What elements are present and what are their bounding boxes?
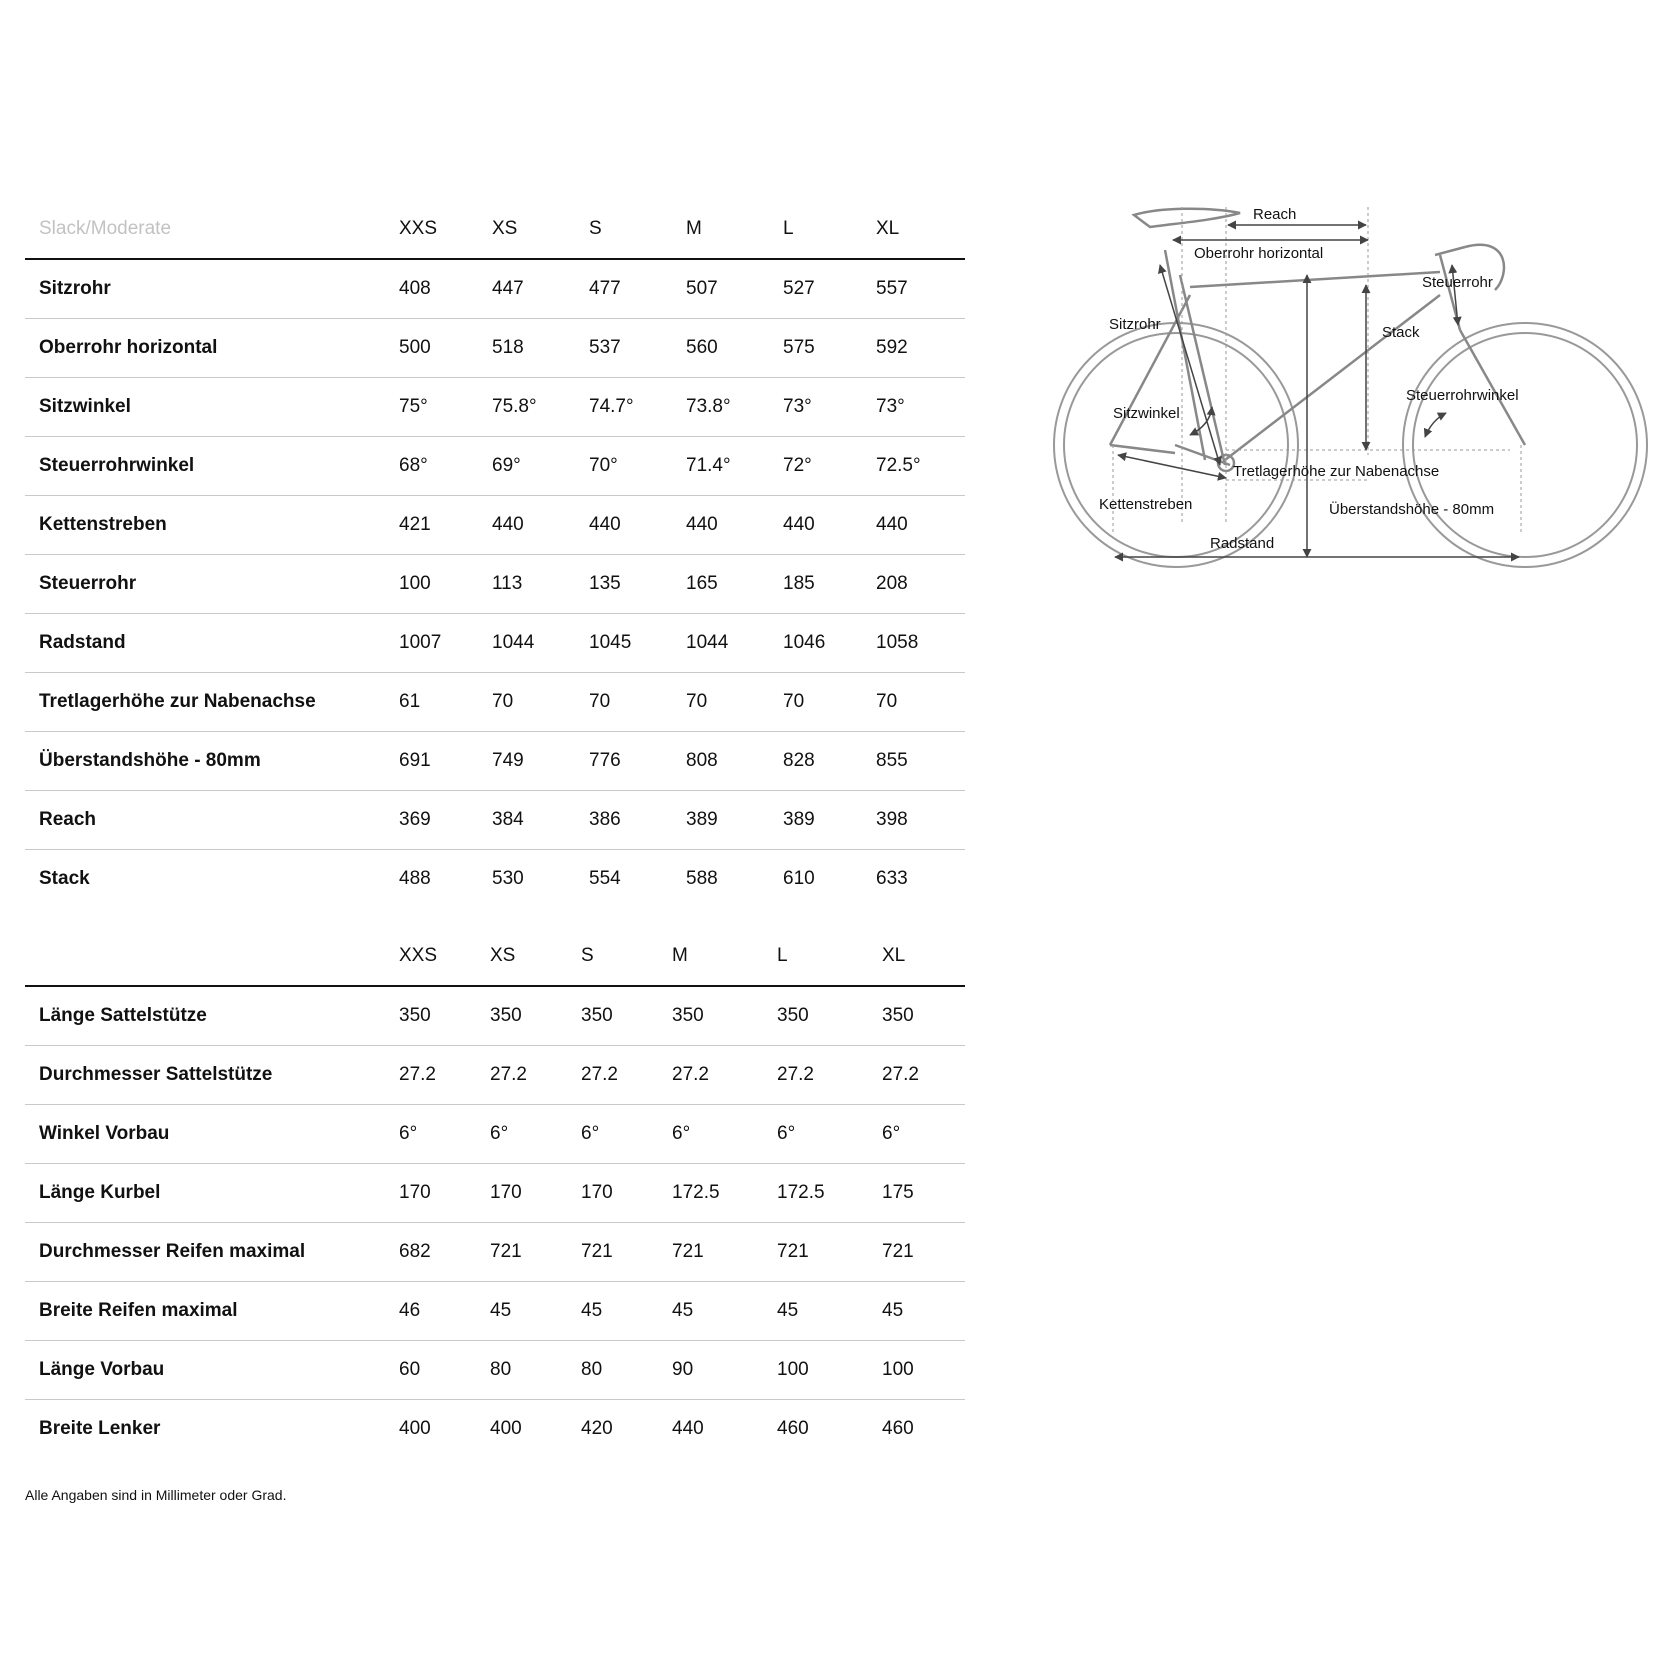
table-cell: 389 xyxy=(686,791,783,850)
table-row xyxy=(25,614,965,673)
table-cell: 721 xyxy=(672,1223,777,1282)
row-label: Sitzwinkel xyxy=(25,378,399,437)
table-cell: 776 xyxy=(589,732,686,791)
table-cell: 557 xyxy=(876,259,965,319)
table-cell: 45 xyxy=(882,1282,965,1341)
table-row xyxy=(25,1046,965,1105)
table-cell: 61 xyxy=(399,673,492,732)
table-cell: 45 xyxy=(672,1282,777,1341)
table-cell: 1046 xyxy=(783,614,876,673)
table-cell: 70° xyxy=(589,437,686,496)
row-label: Durchmesser Reifen maximal xyxy=(25,1223,399,1282)
table-row xyxy=(25,1223,965,1282)
table-cell: 100 xyxy=(399,555,492,614)
size-header: L xyxy=(783,200,876,259)
table-cell: 691 xyxy=(399,732,492,791)
table-cell: 27.2 xyxy=(490,1046,581,1105)
table-cell: 46 xyxy=(399,1282,490,1341)
table-row xyxy=(25,1341,965,1400)
bike-geometry-diagram xyxy=(1040,195,1660,575)
table-cell: 100 xyxy=(882,1341,965,1400)
table-cell: 350 xyxy=(882,986,965,1046)
table-cell: 1045 xyxy=(589,614,686,673)
table-cell: 749 xyxy=(492,732,589,791)
table-cell: 440 xyxy=(686,496,783,555)
table-cell: 170 xyxy=(490,1164,581,1223)
table-cell: 75° xyxy=(399,378,492,437)
label-sitzrohr: Sitzrohr xyxy=(1109,316,1161,333)
table-cell: 398 xyxy=(876,791,965,850)
geometry-table xyxy=(25,200,965,908)
table-cell: 560 xyxy=(686,319,783,378)
table-cell: 172.5 xyxy=(672,1164,777,1223)
table-cell: 70 xyxy=(492,673,589,732)
table-cell: 440 xyxy=(783,496,876,555)
table-cell: 721 xyxy=(490,1223,581,1282)
table-cell: 73° xyxy=(783,378,876,437)
components-corner xyxy=(25,927,399,986)
table-cell: 27.2 xyxy=(882,1046,965,1105)
label-reach: Reach xyxy=(1253,206,1297,223)
table-cell: 721 xyxy=(777,1223,882,1282)
row-label: Oberrohr horizontal xyxy=(25,319,399,378)
label-steuerrohrwinkel: Steuerrohrwinkel xyxy=(1406,387,1519,404)
table-cell: 135 xyxy=(589,555,686,614)
size-header: XL xyxy=(882,927,965,986)
table-cell: 45 xyxy=(490,1282,581,1341)
table-row xyxy=(25,732,965,791)
table-cell: 72° xyxy=(783,437,876,496)
table-cell: 440 xyxy=(876,496,965,555)
table-cell: 808 xyxy=(686,732,783,791)
table-cell: 507 xyxy=(686,259,783,319)
label-kettenstreben: Kettenstreben xyxy=(1099,496,1193,513)
table-cell: 69° xyxy=(492,437,589,496)
table-row xyxy=(25,319,965,378)
components-table xyxy=(25,927,965,1458)
row-label: Überstandshöhe - 80mm xyxy=(25,732,399,791)
table-cell: 70 xyxy=(876,673,965,732)
label-oberrohr: Oberrohr horizontal xyxy=(1194,245,1324,262)
table-row xyxy=(25,791,965,850)
label-stack: Stack xyxy=(1382,324,1420,341)
table-cell: 70 xyxy=(589,673,686,732)
table-row xyxy=(25,555,965,614)
table-cell: 440 xyxy=(492,496,589,555)
row-label: Tretlagerhöhe zur Nabenachse xyxy=(25,673,399,732)
label-tretlager: Tretlagerhöhe zur Nabenachse xyxy=(1233,463,1440,480)
size-header: S xyxy=(581,927,672,986)
row-label: Breite Lenker xyxy=(39,1418,161,1439)
table-cell: 460 xyxy=(777,1418,809,1439)
table-cell: 170 xyxy=(399,1164,490,1223)
table-cell: 530 xyxy=(492,868,524,889)
row-label: Länge Sattelstütze xyxy=(25,986,399,1046)
table-cell: 477 xyxy=(589,259,686,319)
size-header: XL xyxy=(876,200,965,259)
table-cell: 80 xyxy=(490,1341,581,1400)
row-label: Winkel Vorbau xyxy=(25,1105,399,1164)
size-header: M xyxy=(672,927,777,986)
table-cell: 27.2 xyxy=(672,1046,777,1105)
table-cell: 185 xyxy=(783,555,876,614)
table-row xyxy=(25,850,965,909)
table-cell: 72.5° xyxy=(876,437,965,496)
table-cell: 350 xyxy=(672,986,777,1046)
size-header: XS xyxy=(490,927,581,986)
table-cell: 350 xyxy=(777,986,882,1046)
table-cell: 60 xyxy=(399,1341,490,1400)
row-label: Kettenstreben xyxy=(25,496,399,555)
row-label: Länge Kurbel xyxy=(25,1164,399,1223)
table-cell: 400 xyxy=(490,1418,522,1439)
table-cell: 440 xyxy=(672,1418,704,1439)
table-cell: 27.2 xyxy=(581,1046,672,1105)
row-label: Reach xyxy=(25,791,399,850)
table-cell: 74.7° xyxy=(589,378,686,437)
row-label: Durchmesser Sattelstütze xyxy=(25,1046,399,1105)
table-cell: 350 xyxy=(581,986,672,1046)
table-cell: 384 xyxy=(492,791,589,850)
table-cell: 633 xyxy=(876,868,908,889)
table-cell: 73° xyxy=(876,378,965,437)
table-cell: 610 xyxy=(783,868,815,889)
table-cell: 554 xyxy=(589,868,621,889)
table-cell: 721 xyxy=(882,1223,965,1282)
table-cell: 400 xyxy=(399,1418,431,1439)
table-row xyxy=(25,673,965,732)
size-header: L xyxy=(777,927,882,986)
table-cell: 488 xyxy=(399,868,431,889)
table-cell: 1044 xyxy=(686,614,783,673)
row-label: Länge Vorbau xyxy=(25,1341,399,1400)
row-label: Radstand xyxy=(25,614,399,673)
table-cell: 165 xyxy=(686,555,783,614)
table-cell: 518 xyxy=(492,319,589,378)
row-label: Steuerrohrwinkel xyxy=(25,437,399,496)
table-cell: 208 xyxy=(876,555,965,614)
table-cell: 68° xyxy=(399,437,492,496)
size-header: S xyxy=(589,200,686,259)
table-row xyxy=(25,378,965,437)
label-sitzwinkel: Sitzwinkel xyxy=(1113,405,1180,422)
table-row xyxy=(25,1105,965,1164)
label-radstand: Radstand xyxy=(1210,535,1275,552)
size-header: M xyxy=(686,200,783,259)
table-cell: 6° xyxy=(672,1105,777,1164)
label-ueberstand: Überstandshöhe - 80mm xyxy=(1329,501,1495,518)
table-cell: 1007 xyxy=(399,614,492,673)
label-steuerrohr: Steuerrohr xyxy=(1422,274,1493,291)
geometry-corner-label: Slack/Moderate xyxy=(25,200,399,259)
table-row xyxy=(25,496,965,555)
table-cell: 537 xyxy=(589,319,686,378)
table-cell: 682 xyxy=(399,1223,490,1282)
table-cell: 828 xyxy=(783,732,876,791)
table-cell: 27.2 xyxy=(777,1046,882,1105)
table-cell: 6° xyxy=(882,1105,965,1164)
table-cell: 350 xyxy=(490,986,581,1046)
table-cell: 460 xyxy=(882,1418,914,1439)
table-cell: 175 xyxy=(882,1164,965,1223)
table-cell: 592 xyxy=(876,319,965,378)
table-cell: 440 xyxy=(589,496,686,555)
table-cell: 1044 xyxy=(492,614,589,673)
table-cell: 350 xyxy=(399,986,490,1046)
table-cell: 389 xyxy=(783,791,876,850)
table-cell: 172.5 xyxy=(777,1164,882,1223)
table-cell: 408 xyxy=(399,259,492,319)
table-cell: 45 xyxy=(581,1282,672,1341)
table-cell: 73.8° xyxy=(686,378,783,437)
table-cell: 75.8° xyxy=(492,378,589,437)
table-cell: 80 xyxy=(581,1341,672,1400)
table-cell: 855 xyxy=(876,732,965,791)
table-cell: 386 xyxy=(589,791,686,850)
table-row xyxy=(25,437,965,496)
size-header: XXS xyxy=(399,200,492,259)
table-cell: 70 xyxy=(783,673,876,732)
table-cell: 421 xyxy=(399,496,492,555)
table-cell: 1058 xyxy=(876,614,965,673)
table-cell: 6° xyxy=(399,1105,490,1164)
table-cell: 575 xyxy=(783,319,876,378)
table-cell: 71.4° xyxy=(686,437,783,496)
table-row xyxy=(25,259,965,319)
table-cell: 6° xyxy=(581,1105,672,1164)
row-label: Stack xyxy=(39,868,90,889)
table-cell: 170 xyxy=(581,1164,672,1223)
table-cell: 527 xyxy=(783,259,876,319)
geometry-header-row xyxy=(25,200,965,259)
table-cell: 500 xyxy=(399,319,492,378)
row-label: Breite Reifen maximal xyxy=(25,1282,399,1341)
table-cell: 420 xyxy=(581,1418,613,1439)
table-cell: 6° xyxy=(490,1105,581,1164)
size-header: XXS xyxy=(399,927,490,986)
table-cell: 721 xyxy=(581,1223,672,1282)
footnote: Alle Angaben sind in Millimeter oder Grad. xyxy=(25,1487,287,1503)
table-cell: 447 xyxy=(492,259,589,319)
table-cell: 90 xyxy=(672,1341,777,1400)
table-cell: 6° xyxy=(777,1105,882,1164)
table-cell: 588 xyxy=(686,868,718,889)
table-cell: 113 xyxy=(492,555,589,614)
components-header-row xyxy=(25,927,965,986)
table-cell: 100 xyxy=(777,1341,882,1400)
table-cell: 45 xyxy=(777,1282,882,1341)
size-header: XS xyxy=(492,200,589,259)
table-row xyxy=(25,1164,965,1223)
table-cell: 70 xyxy=(686,673,783,732)
table-row xyxy=(25,1400,965,1459)
table-row xyxy=(25,1282,965,1341)
table-cell: 369 xyxy=(399,791,492,850)
table-cell: 27.2 xyxy=(399,1046,490,1105)
table-row xyxy=(25,986,965,1046)
row-label: Steuerrohr xyxy=(25,555,399,614)
row-label: Sitzrohr xyxy=(25,259,399,319)
